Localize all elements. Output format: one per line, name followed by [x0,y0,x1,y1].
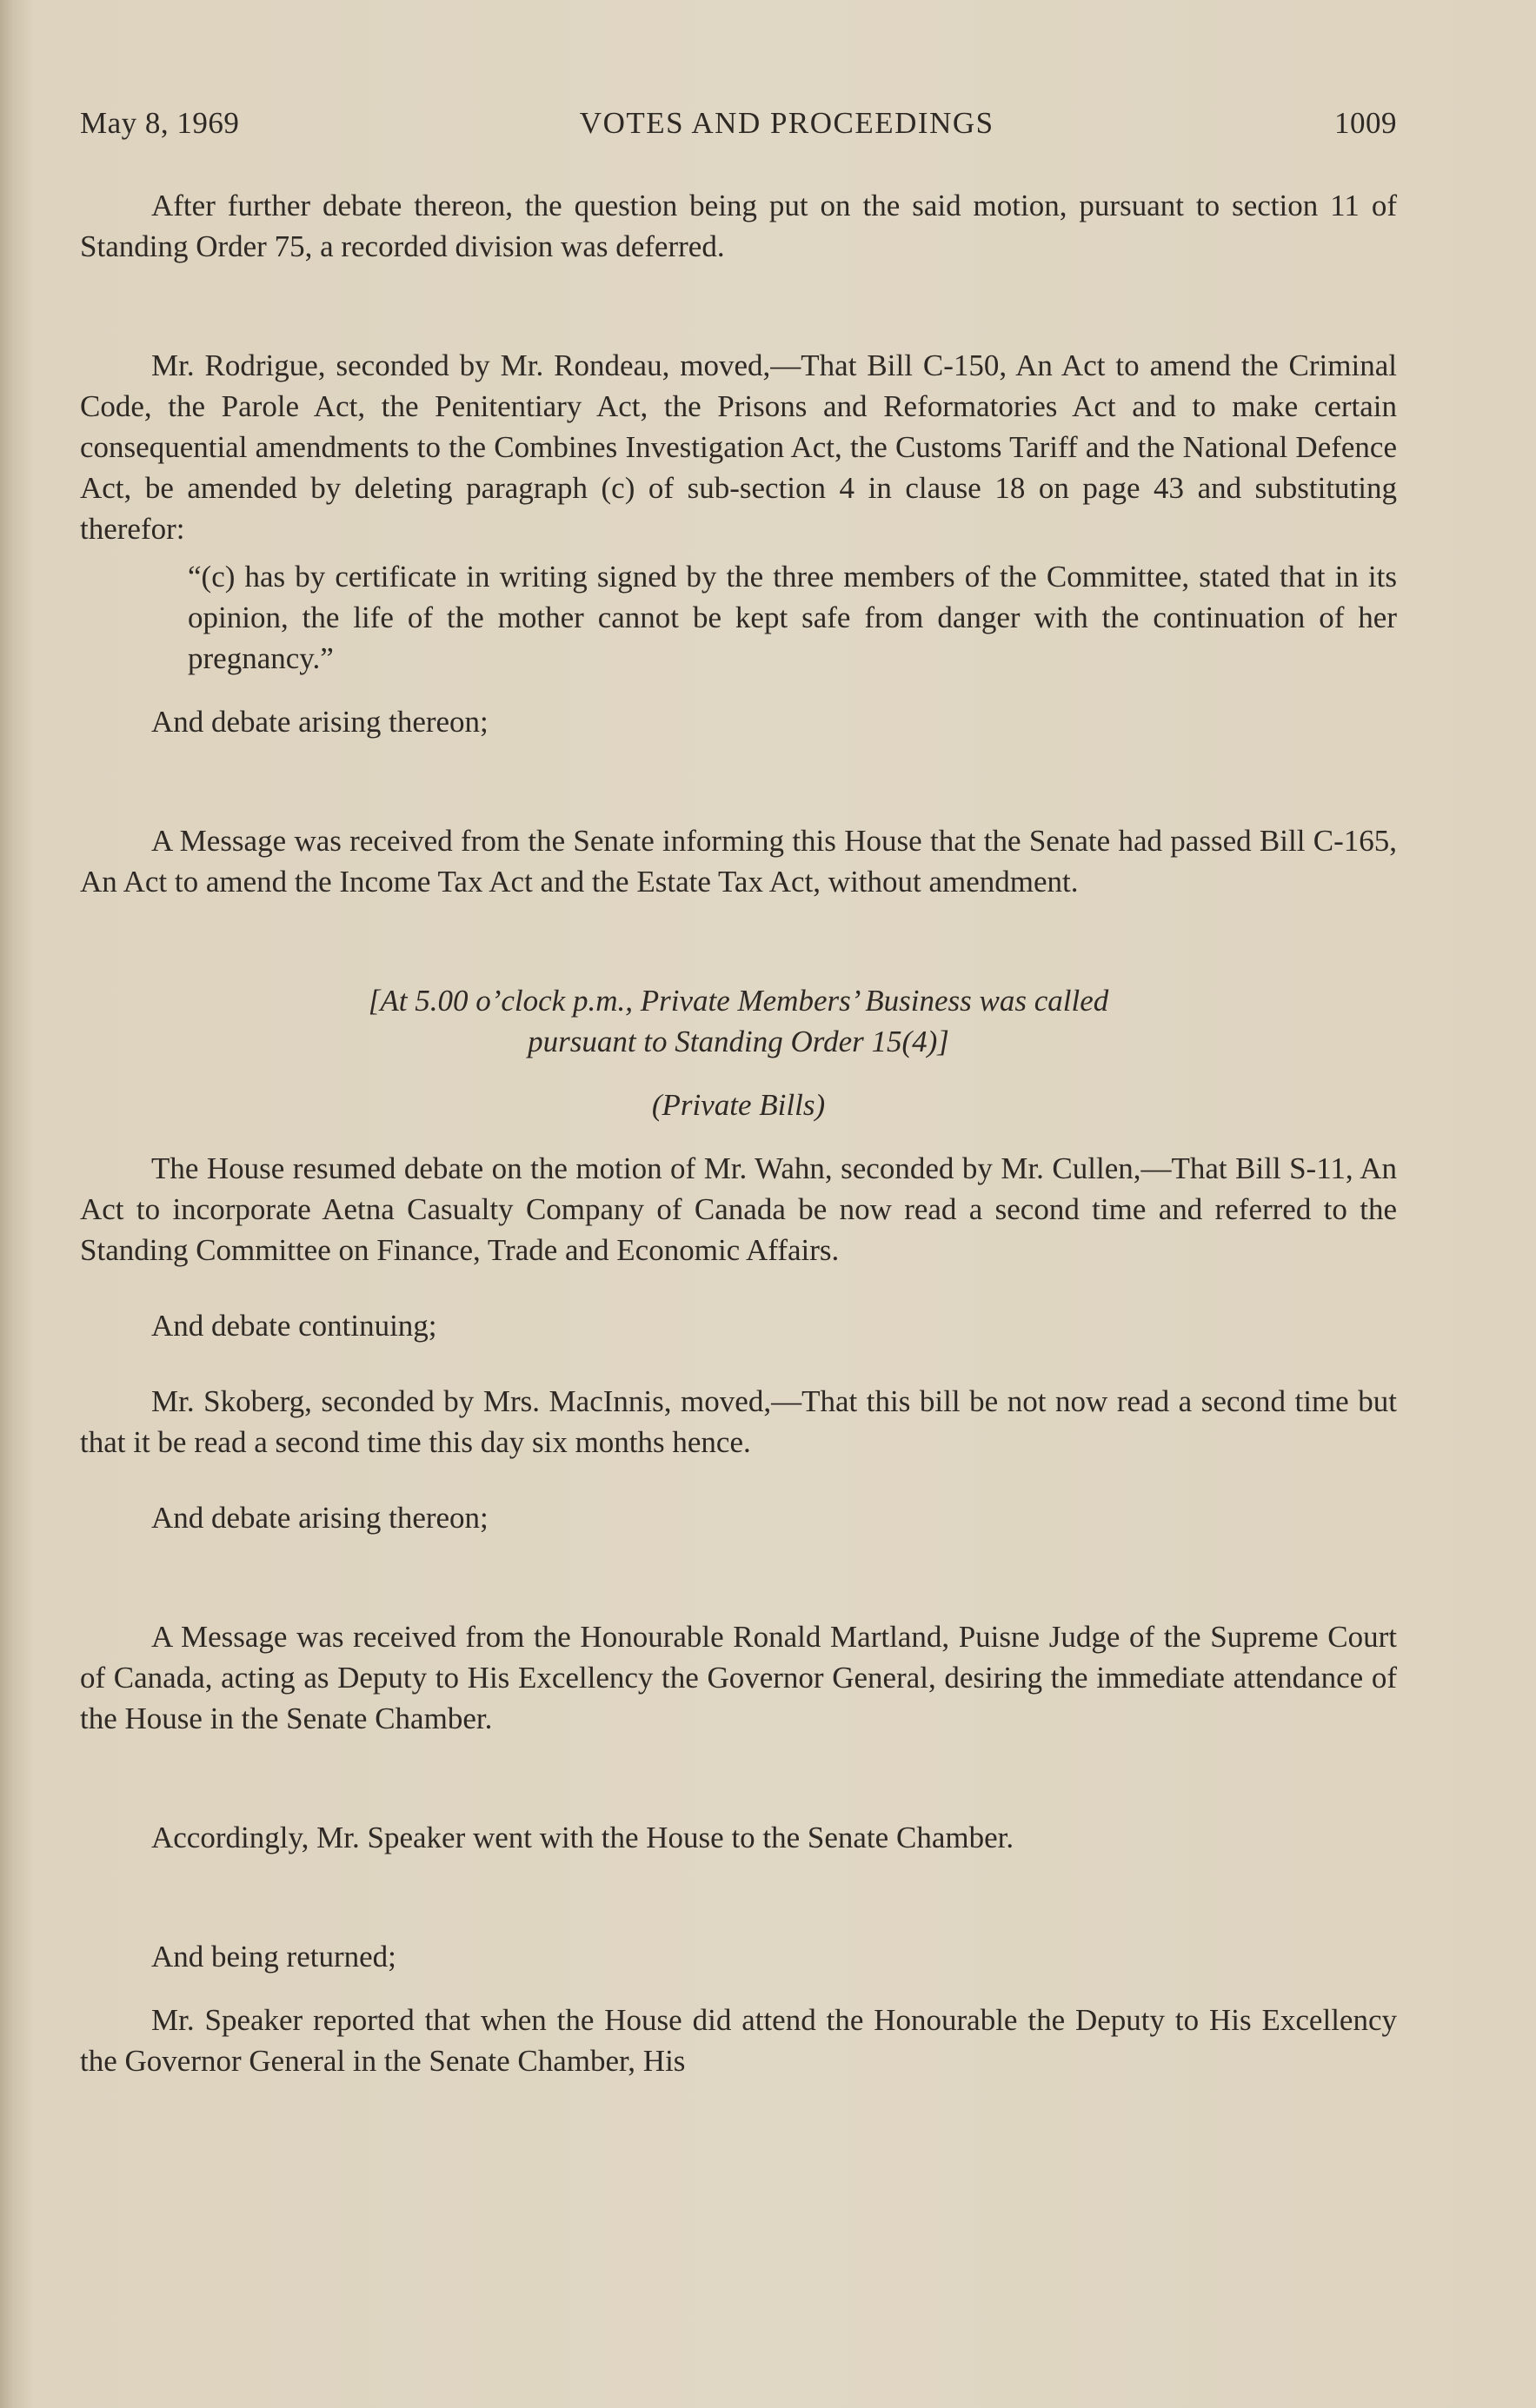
section-heading: (Private Bills) [651,1088,826,1122]
page-number: 1009 [1334,106,1397,140]
paragraph-debate-arising-1: And debate arising thereon; [151,705,489,739]
paragraph-martland-message: A Message was received from the Honourable Ronald Martland, Puisne Judge of the Supreme Court of Canada, acting as Deputy to His Excellency the Governor General, desiring the immediate attendance of the House in the Senate Chamber. [80,1620,1397,1735]
bracket-note-line-2: pursuant to Standing Order 15(4)] [528,1025,949,1058]
paragraph-being-returned: And being returned; [151,1940,396,1973]
paragraph-wahn-motion: The House resumed debate on the motion of Mr. Wahn, seconded by Mr. Cullen,—That Bill S-11, An Act to incorporate Aetna Casualty Company of Canada be now read a second time and referred to the Standing Committee on Finance, Trade and Economic Affairs. [80,1151,1397,1267]
paragraph-debate-continuing: And debate continuing; [151,1309,437,1343]
paragraph-division-deferred: After further debate thereon, the question being put on the said motion, pursuant to section 11 of Standing Order 75, a recorded division was deferred. [80,189,1397,263]
paragraph-debate-arising-2: And debate arising thereon; [151,1501,489,1535]
running-head [80,103,1397,143]
quoted-amendment: “(c) has by certificate in writing signed by the three members of the Committee, stated that in its opinion, the life of the mother cannot be kept safe from danger with the continuation of her pregnancy.” [188,560,1397,675]
paragraph-senate-message: A Message was received from the Senate informing this House that the Senate had passed Bill C-165, An Act to amend the Income Tax Act and the Estate Tax Act, without amendment. [80,824,1397,899]
header-title: VOTES AND PROCEEDINGS [579,106,994,140]
paragraph-speaker-went: Accordingly, Mr. Speaker went with the House to the Senate Chamber. [151,1821,1014,1854]
paragraph-rodrigue-motion: Mr. Rodrigue, seconded by Mr. Rondeau, moved,—That Bill C-150, An Act to amend the Criminal Code, the Parole Act, the Penitentiary Act, the Prisons and Reformatories Act and to make certain consequential amendments to the Combines Investigation Act, the Customs Tariff and the National Defence Act, be amended by deleting paragraph (c) of sub-section 4 in clause 18 on page 43 and substituting therefor: [80,348,1397,546]
paragraph-skoberg-motion: Mr. Skoberg, seconded by Mrs. MacInnis, moved,—That this bill be not now read a second time but that it be read a second time this day six months hence. [80,1384,1397,1459]
page-content [80,103,1397,2081]
bracket-note-line-1: [At 5.00 o’clock p.m., Private Members’ Business was called [368,984,1109,1018]
header-date: May 8, 1969 [80,106,240,140]
paragraph-speaker-reported: Mr. Speaker reported that when the House did attend the Honourable the Deputy to His Excellency the Governor General in the Senate Chamber, His [80,2003,1397,2078]
